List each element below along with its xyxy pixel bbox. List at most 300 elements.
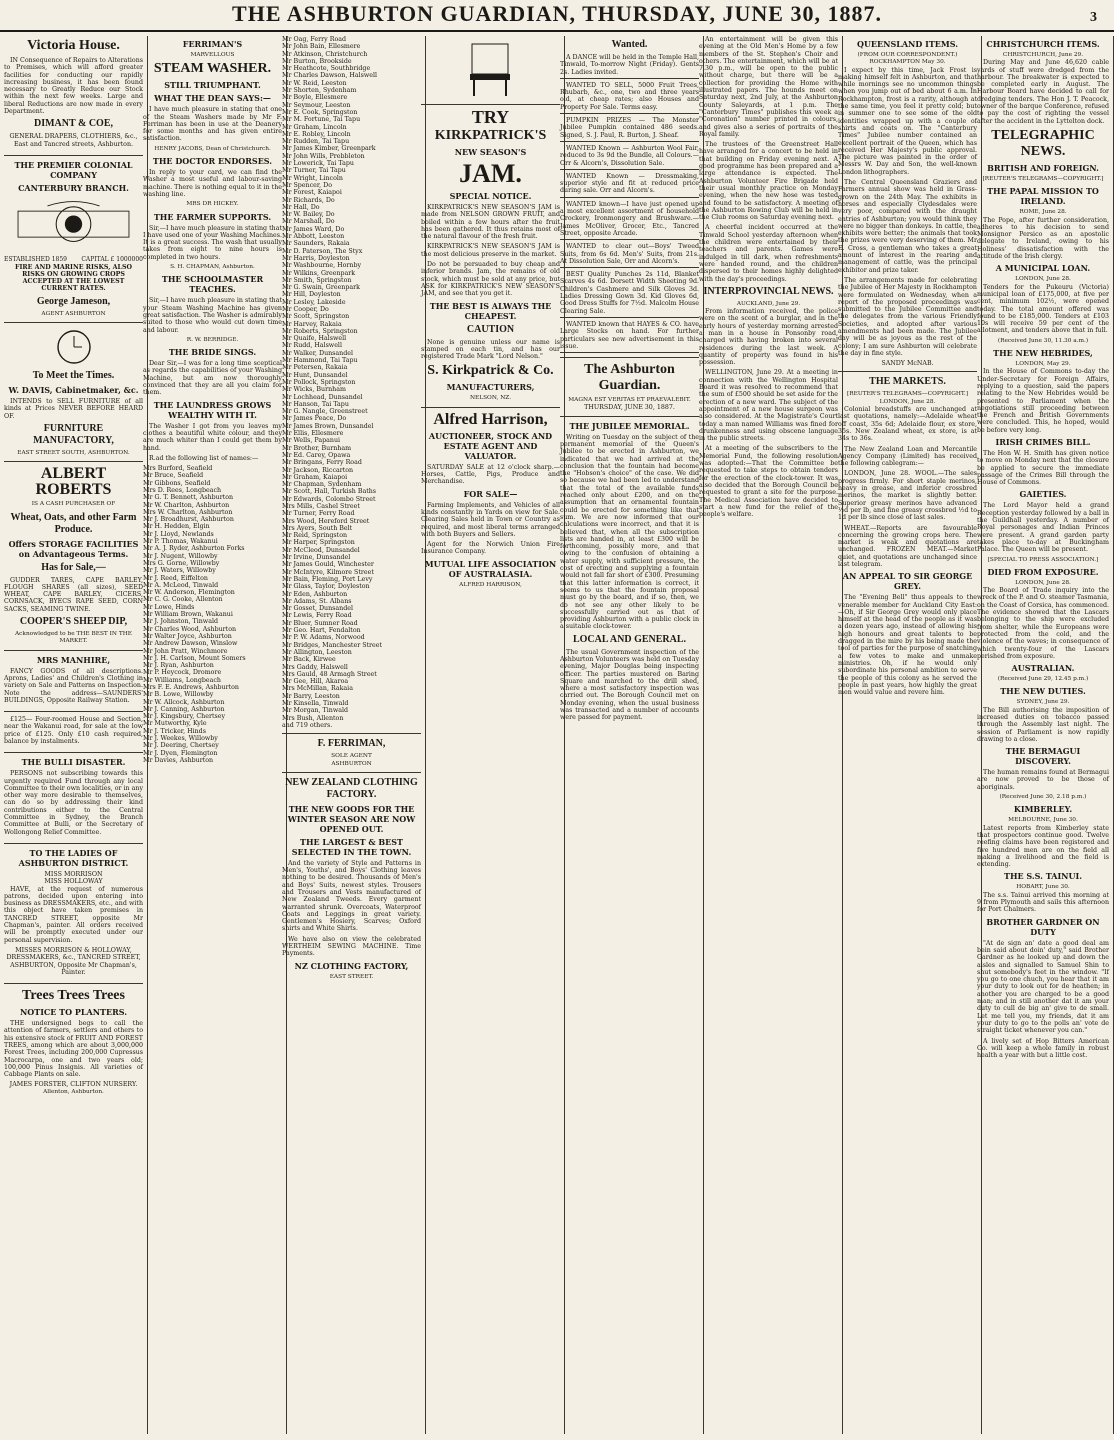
loan-heading: A MUNICIPAL LOAN.: [995, 263, 1091, 274]
interprovincial-text: From information received, the police were on the scent of a burglar, and in the early hours of yesterday morning arrested a man in a house in Ponsonby road, charged with having broken into several residences during the last week. A quantity of property was found in his possession.: [699, 308, 838, 367]
albert-sub: IS A CASH PURCHASER OF: [31, 501, 116, 508]
furniture-manufactory: FURNITURE MANUFACTORY,: [33, 422, 114, 446]
divider: [838, 371, 977, 372]
saturday-sale: SATURDAY SALE at 12 o'clock sharp.—Horses, Cattle, Pigs, Produce and Merchandise.: [421, 463, 560, 486]
manhire-text: FANCY GOODS of all descriptions. Aprons, Ladies' and Children's Clothing in variety on Sale and Patterns on Inspection. Note the address—SAUNDERS' BUILDINGS, Opposite Railway Station.: [4, 667, 143, 704]
list-item: Mr Pollock, Springston: [282, 378, 356, 386]
list-item: Mr Brother, Burnham: [282, 444, 352, 452]
tainui-heading: THE S.S. TAINUI.: [1003, 871, 1082, 882]
local-general-heading: LOCAL AND GENERAL.: [572, 633, 687, 645]
christchurch-place: CHRISTCHURCH, June 29.: [1002, 52, 1084, 58]
caution-heading: CAUTION: [466, 323, 515, 335]
special-notice: SPECIAL NOTICE.: [449, 191, 532, 201]
masthead: [0, 0, 1114, 32]
list-item: Mr James Peace, Do: [282, 415, 347, 423]
list-item: Mr Scott, Springston: [282, 313, 350, 321]
list-intro: R.ad the following list of names:—: [149, 454, 259, 462]
list-item: Mr J. Lloyd, Newlands: [143, 530, 214, 538]
dimant-heading: DIMANT & COE,: [34, 118, 113, 130]
appeal-text: The "Evening Bell" thus appeals to the venerable member for Auckland City East:—Oh, if Sir George Grey would only place himself at the head of the people as it was a dozen years ago, instead of allowing his high honours and great talents to be dragged in the mire by his being made the tool of parties for the purpose of snatching a few votes to make and unmake ministries. Oh, if he would only subordinate his personal ambition to serve the people of this colony as he served the people in past years, how highly the great men would value and revere him.: [838, 594, 977, 697]
list-item: Mr Turner, Tai Tapu: [282, 167, 346, 175]
list-item: Mr Shorten, Sydenham: [282, 87, 357, 95]
wanted-heading: Wanted.: [611, 39, 648, 50]
list-item: Mr Quaife, Halswell: [282, 335, 347, 343]
list-item: Mr J. Weekes, Willowby: [143, 735, 218, 743]
british-foreign: BRITISH AND FOREIGN.: [987, 162, 1099, 173]
special-text-2: KIRKPATRICK'S NEW SEASON'S JAM is the most delicious preserve in the market.: [421, 243, 560, 258]
divider: [282, 772, 421, 773]
house-offer: £125— Four-roomed House and Section, near the Wakanui road, for sale at the low price of £125. Only £10 cash required, balance by instalments.: [4, 716, 143, 745]
wanted-item: WANTED Known — Dressmaking, superior style and fit at reduced price during sale. Orr and Alcorn's.: [560, 173, 699, 198]
list-item: Mr H. Hedden, Elgin: [143, 523, 210, 531]
list-item: Mr W. Allcock, Ashburton: [143, 698, 225, 706]
davis-text: INTENDS to SELL FURNITURE of all kinds at Prices NEVER BEFORE HEARD OF.: [4, 398, 143, 420]
list-item: Mr William Brown, Wakanui: [143, 611, 233, 619]
tainui-text: The s.s. Tainui arrived this morning at 9 from Plymouth and sails this afternoon for Port Chalmers.: [977, 891, 1109, 914]
list-item: Mr Smith, Springston: [282, 276, 352, 284]
list-item: Mr James Gould, Winchester: [282, 561, 374, 569]
list-item: Mrs F. E. Andrews, Ashburton: [143, 684, 239, 691]
best-cheapest: THE BEST IS ALWAYS THE CHEAPEST.: [429, 300, 552, 321]
markets-text: Colonial breadstuffs are unchanged at last quotations, namely:—Adelaide wheat off coast, 35s 6d; Adelaide flour, ex store, 35s. New Zealand wheat, ex store, is at 34s to 36s.: [838, 406, 977, 443]
dean-signature: HENRY JACOBS, Dean of Christchurch.: [154, 145, 271, 152]
list-item: Mr Richards, Do: [282, 196, 335, 204]
jubilee-text: Writing on Tuesday on the subject of the permanent memorial of the Queen's Jubilee to be erected in Ashburton, we indicated that we had arrived at the conclusion that the fountain had become the "Hobson's choice" of the case. We did so because we had been led to understand that the total of the available funds reached only about £200, and on the assumption that an ornamental fountain could be erected for something like that sum. We are now informed that our calculations were incorrect, and that it is believed that, when all the subscription lists are handed in, at least £300 will be forthcoming, possibly more, and that owing to the confusion of obtaining a water supply, with sufficient pressure, the cost of erecting and supplying a fountain would not fall far short of £300. Presuming that this latter information is correct, it seems to us that the fountain proposal must go by the board, and if so, then, we do not see any other likely to be successfully carried out as that of providing Ashburton with a public clock in a suitable clock-tower.: [560, 433, 699, 631]
list-item: Mr Rudden, Tai Tapu: [282, 138, 350, 146]
manhire-ad: [4, 655, 143, 712]
local-text-3: A cheerful incident occurred at the Tinwald School yesterday afternoon when the children were entertained by their teachers and parents. Games were indulged in till dark, when refreshments were handed round, and the children dispersed to their homes highly delighted with the day's proceedings.: [699, 224, 838, 283]
ferriman-heading: FERRIMAN'S: [182, 39, 243, 49]
loan-place: LONDON, June 28.: [1015, 276, 1071, 283]
meet-the-times: To Meet the Times.: [32, 370, 115, 382]
duties-text: The Bill authorising the imposition of increased duties on tobacco passed through the Assembly last night. The session of Parliament is now rapidly drawing to a close.: [977, 706, 1109, 743]
brother-gardner-text-2: A lively set of Hop Bitters American Co. will keep a whole family in robust health a year with but a little cost.: [977, 1037, 1109, 1060]
wanted-item: PUMPKIN PRIZES — The Monster Jubilee Pumpkin contained 486 seeds. Signed, S. J. Paul, R. Burton, J. Sheaf.: [560, 117, 699, 142]
queensland-heading: QUEENSLAND ITEMS.: [856, 39, 959, 49]
list-item: Mr W. Anderson, Flemington: [143, 589, 235, 597]
received-2: (Received June 29, 12.45 p.m.): [997, 676, 1089, 683]
list-item: Mr Scott, Hall, Turkish Baths: [282, 488, 377, 496]
list-item: Mrs G. Gorne, Willowby: [143, 559, 220, 567]
papal-place: ROME, June 28.: [1019, 209, 1067, 216]
insurance-ad: [4, 160, 143, 323]
list-item: Mr Roberts, Springston: [282, 327, 358, 335]
albert-roberts: ALBERT ROBERTS: [35, 465, 112, 499]
customer-list-continued: [282, 36, 421, 729]
list-item: Mr James Ward, Do: [282, 225, 345, 233]
list-item: Mr Graham, Lincoln: [282, 123, 347, 131]
doctor-endorses: THE DOCTOR ENDORSES.: [152, 156, 273, 167]
list-item: Mr J. Tricker, Hinds: [143, 727, 206, 735]
doctor-signature: MRS DR HICKEY.: [186, 201, 239, 208]
guardian-masthead: The Ashburton Guardian.: [584, 362, 675, 394]
list-item: Mr E. Robley, Lincoln: [282, 130, 351, 138]
list-item: Mr G. Nangle, Greenstreet: [282, 408, 368, 416]
list-item: Mr Adams, St. Albans: [282, 597, 352, 605]
crimes-text: The Hon W. H. Smith has given notice to move on Monday next that the closure be applied to secure the immediate passage of the Crimes Bill through the House of Commons.: [977, 449, 1109, 487]
column-1: [0, 36, 148, 1434]
column-8: [973, 36, 1114, 1434]
divider: [421, 407, 560, 408]
list-item: Mr J. Broadhurst, Ashburton: [143, 516, 234, 524]
gaieties-text: The Lord Mayor held a grand Reception yesterday followed by a ball in the Guildhall yesterday. A number of Royal personages and Indian Princes were present. A grand garden party takes place to-day at Buckingham Palace. The Queen will be present.: [977, 502, 1109, 554]
list-item: Mr J. Ryan, Ashburton: [143, 662, 214, 670]
column-4: [417, 36, 565, 1434]
cooper-sub: Acknowledged to be THE BEST IN THE MARKET.: [15, 631, 132, 645]
list-item: Mr Gibbons, Seafield: [143, 479, 211, 487]
list-item: Mr P. Thomas, Wakanui: [143, 538, 218, 546]
victoria-house-text: IN Consequence of Repairs to Alterations to Premises, which will afford greater facilities for conducting our rapidly increasing business, it has been found necessary to Greatly Reduce our Stock within the next few weeks. Large and liberal Reductions are now made in every Department.: [4, 57, 143, 116]
what-dean-says: WHAT THE DEAN SAYS:—: [154, 93, 271, 104]
list-item: Mr Lewis, Ferry Road: [282, 612, 352, 620]
wheat-oats: Wheat, Oats, and other Farm Produce.: [10, 511, 137, 535]
papal-text: The Pope, after further consideration, adheres to his decision to send Monsignor Persico as an apostolic delegate to Ireland, owing to his Holiness' dissatisfaction with the attitude of the Irish clergy.: [977, 216, 1109, 261]
list-item: Mr Hanson, Tai Tapu: [282, 400, 349, 408]
tainui-place: HOBART, June 30.: [1016, 884, 1070, 891]
list-item: Mr J. Waters, Willowby: [143, 567, 216, 575]
list-item: Mr Back, Kirwee: [282, 656, 336, 664]
list-item: Mrs D. Rees, Longbeach: [143, 486, 222, 494]
dimant-sub: GENERAL DRAPERS, CLOTHIERS, &c., East and Tancred streets, Ashburton.: [9, 133, 138, 148]
list-item: Mr Hall, Do: [282, 203, 320, 211]
received-1: (Received June 30, 11.30 a.m.): [997, 337, 1089, 344]
column-3: [278, 36, 426, 1434]
cooper-sheep-dip: COOPER'S SHEEP DIP,: [19, 616, 128, 628]
guardian-motto: MAGNA EST VERITAS ET PRAEVALEBIT.: [568, 397, 691, 404]
albert-roberts-ad: [4, 466, 143, 650]
bulli-text: PERSONS not subscribing towards this urgently required Fund through any local Committee to their own localities, or in any other way more desirable to themselves, can do so by addressing their kind contributions either to the Central Committee in Sydney, the Branch Committee at Bulli, or the Secretary of Wollongong Relief Committee.: [4, 770, 143, 836]
list-item: Mr J. Deering, Chertsey: [143, 742, 219, 750]
list-item: Mr Lowe, Hinds: [143, 603, 195, 611]
local-text-1: An entertainment will be given this evening at the Old Men's Home by a few members of the St. Stephen's Choir and others. The entertainment, which will be at 7.30 p.m., will be open to the public without charge, but there will be a collection for providing the Home with illustrated papers. The hounds meet on Saturday next, 2nd July, at the Ashburton County Saleyards, at 1 p.m. The "Canterbury Times" publishes this week a "Coronation" number printed in colours, and gives also a series of portraits of the Royal family.: [699, 36, 838, 138]
dean-text: I have much pleasure in stating that one of the Steam Washers made by Mr F. Ferriman has been in use at the Deanery for some months and has given entire satisfaction.: [143, 106, 282, 143]
manufacturers-label: MANUFACTURERS,: [446, 382, 535, 393]
list-item: Mr Lowerick, Tai Tapu: [282, 160, 354, 168]
list-item: Mrs Burford, Seafield: [143, 465, 213, 473]
list-item: Mr Walter Joyce, Ashburton: [143, 632, 232, 640]
chair-icon: [462, 40, 520, 100]
mm-address: MISSES MORRISON & HOLLOWAY, DRESSMAKERS, &c., TANCRED STREET, ASHBURTON, Opposite Mr Chapman's, Painter.: [6, 946, 141, 976]
storage-offer: Offers STORAGE FACILITIES on Advantageous Terms.: [8, 538, 139, 559]
list-item: Mr Petersen, Rakaia: [282, 364, 348, 372]
list-item: Mr Eden, Ashburton: [282, 590, 348, 598]
trees-heading: Trees Trees Trees: [22, 988, 125, 1004]
wanted-list: [560, 54, 699, 353]
page-number: 3: [1090, 10, 1098, 25]
hebrides-heading: THE NEW HEBRIDES,: [993, 348, 1093, 359]
still-triumphant: STILL TRIUMPHANT.: [164, 80, 261, 91]
markets-heading: THE MARKETS.: [869, 376, 946, 388]
list-item: Mr Graham, Kaiapoi: [282, 473, 348, 481]
furniture-sub: EAST STREET SOUTH, ASHBURTON.: [17, 449, 130, 456]
insurance-crest-icon: [4, 199, 143, 251]
queensland-sub: (FROM OUR CORRESPONDENT.): [857, 52, 958, 58]
list-item: Mr Chapman, Sydenham: [282, 481, 362, 489]
winter-goods: THE NEW GOODS FOR THE WINTER SEASON ARE NOW OPENED OUT.: [287, 803, 416, 834]
nelson-label: NELSON, NZ.: [469, 395, 512, 402]
queensland-text: I expect by this time, Jack Frost is making himself felt in Ashburton, and that while mornings see no uncommon things when you jump out of bed about 6 a.m. In Rockhampton, frost is a rarity, although at the same time, you feel it pretty cold; but in summer one to see some of the old identities wrapped up with a couple of shirts and coats on. The "Canterbury Times" Jubilee number contained an excellent portrait of the Queen, which has received Her Majesty's public approval. The picture was painted in the order of Messrs W. Day and Son, the well-known London lithographers.: [838, 66, 977, 176]
list-item: Mr Charles Dawson, Halswell: [282, 72, 377, 80]
list-item: Mr McCleod, Dunsandel: [282, 546, 360, 554]
column-6: [695, 36, 843, 1434]
customer-list: [143, 465, 282, 764]
list-item: Mr Hill, Doyleston: [282, 291, 341, 299]
list-item: Mr J. H. Carlson, Mount Somers: [143, 654, 246, 662]
list-item: Mr W. Charlton, Ashburton: [143, 501, 230, 509]
list-item: Mr B. Lowe, Willowby: [143, 691, 214, 699]
list-item: Mr Walker, Dunsandel: [282, 349, 353, 357]
farmer-supports: THE FARMER SUPPORTS.: [153, 211, 272, 222]
duties-place: SYDNEY, June 29.: [1016, 699, 1070, 706]
kirkpatrick-company: S. Kirkpatrick & Co.: [427, 363, 554, 379]
list-item: Mr Reid, Springston: [282, 532, 348, 540]
list-item: Mr Atkinson, Christchurch: [282, 50, 368, 58]
list-item: Mr John Pratt, Winchmore: [143, 647, 228, 655]
trees-ad: [4, 988, 143, 1096]
canterbury-branch: CANTERBURY BRANCH.: [18, 182, 129, 193]
nz-clothing-factory: NZ CLOTHING FACTORY,: [294, 960, 409, 971]
christchurch-text: During May and June 46,620 cable yards of stuff were dredged from the harbour. The breakwater is expected to be completed early in August. The Harbour Board have decided to call for dredging tenders. The Hon J. T. Peacock, owner of the barque Conference, refused to pay the cost of righting the vessel after the accident in the Lyttelton dock.: [977, 59, 1109, 125]
sewing-machine-text: We have also on view the celebrated WERTHEIM SEWING MACHINE. Time Payments.: [282, 935, 421, 958]
kimberley-text: Latest reports from Kimberley state that prospectors continue good. Twelve reefing claims have been registered and five hundred men are on the field all making a livelihood and the field is extending.: [977, 824, 1109, 869]
divider: [560, 416, 699, 417]
list-item: Mr Charles Wood, Ashburton: [143, 625, 237, 633]
list-item: Mr E. Cook, Springston: [282, 108, 358, 116]
list-item: Mr Andrew Dawson, Winslow: [143, 640, 238, 648]
loan-text: Tenders for the Pukeuru (Victoria) municipal loan of £175,000, at five per cent, minimum 102½, were opened today. The total amount offered was found to be £185,000. Tenders at £103 10s will receive 59 per cent of the allotment, and tenders above that in full.: [977, 283, 1109, 335]
list-item: Mr C. G. Cooke, Allenton: [143, 596, 223, 604]
list-item: Mrs Wood, Hereford Street: [282, 517, 370, 525]
list-item: Mr Forest, Kaiapoi: [282, 189, 342, 197]
queensland-place: ROCKHAMPTON May 30.: [869, 59, 946, 66]
marvellous-label: MARVELLOUS: [190, 52, 235, 58]
list-item: Mr M. Fortune, Tai Tapu: [282, 116, 361, 124]
queensland-signature: SANDY McNAB.: [881, 360, 934, 368]
markets-place: LONDON, June 28.: [879, 398, 936, 405]
list-item: Mr Ed. Carey, Opawa: [282, 451, 351, 459]
list-item: Mr Gee, Hill, Akaroa: [282, 678, 349, 686]
australian-heading: AUSTRALIAN.: [1011, 663, 1075, 674]
list-item: Mr Ellis, Ellesmere: [282, 430, 344, 438]
has-for-sale: Has for Sale,—: [41, 561, 106, 573]
largest-best: THE LARGEST & BEST SELECTED IN THE TOWN.: [291, 836, 412, 857]
kimberley-heading: KIMBERLEY.: [1013, 804, 1073, 815]
try-heading: TRY: [471, 107, 510, 127]
ferriman-town: ASHBURTON: [331, 760, 372, 767]
harrison-heading: Alfred Harrison,: [433, 410, 548, 428]
list-item: Mr Burton, Brookside: [282, 57, 352, 65]
list-item: Mr Bruce, Seafield: [143, 472, 204, 480]
bermagui-heading: THE BERMAGUI DISCOVERY.: [1005, 746, 1081, 767]
papal-heading: THE PAPAL MISSION TO IRELAND.: [987, 186, 1099, 207]
list-item: Mr Rudd, Halswell: [282, 342, 342, 350]
list-item: Mr W. Reid, Leeston: [282, 79, 347, 87]
list-item: Mr D. Paterson, The Styx: [282, 247, 363, 255]
list-item: Mr Harvey, Rakaia: [282, 320, 342, 328]
hebrides-place: LONDON, May 29.: [1015, 361, 1071, 368]
list-item: Mr A. McLeod, Tinwald: [143, 581, 219, 589]
list-item: Mr Boyle, Ellesmere: [282, 94, 348, 102]
bermagui-text: The human remains found at Bermagui are now proved to be those of aboriginals.: [977, 769, 1109, 791]
list-item: Mr John Bain, Ellesmere: [282, 43, 361, 51]
list-item: Mr Jackson, Riccarton: [282, 466, 354, 474]
list-item: Mr W. Bailey, Do: [282, 211, 335, 219]
interprovincial-text-2: WELLINGTON, June 29. At a meeting in connection with the Wellington Hospital Board it was resolved to recommend that the sum of £500 should be set aside for the erection of a new ward. The subject of the appointment of a new house surgeon was also considered. At the Magistrate's Court today a man named Williams was fined for drunkenness and using obscene language in the public streets.: [699, 369, 838, 443]
harrison-sub: AUCTIONEER, STOCK AND ESTATE AGENT AND VALUATOR.: [428, 430, 553, 461]
mutual-life: MUTUAL LIFE ASSOCIATION OF AUSTRALASIA.: [424, 558, 557, 579]
wanted-item: WANTED TO SELL, 5000 Fruit Trees, Rhubarb, &c., one, two and three years old, at cheap rates; also Houses and Property For Sale. Terms easy.: [560, 82, 699, 114]
telegraphic-heading: TELEGRAPHIC NEWS.: [991, 127, 1095, 159]
hebrides-text: In the House of Commons to-day the Under-Secretary for Foreign Affairs, replying to a question, said the papers relating to the New Hebrides would be presented to Parliament when the negotiations still proceeding between the French and British Governments were concluded. This, he hoped, would be before very long.: [977, 368, 1109, 434]
list-item: Mr Morgan, Tinwald: [282, 707, 349, 715]
markets-sub: [REUTER'S TELEGRAMS—COPYRIGHT.]: [846, 391, 969, 398]
list-item: Mr Lochhead, Dunsandel: [282, 393, 363, 401]
list-item: Mr Saunders, Rakaia: [282, 240, 350, 248]
list-item: Mr Barry, Leeston: [282, 692, 340, 700]
list-item: Mr Bringans, Ferry Road: [282, 459, 362, 467]
list-item: Mr John Wills, Prebbleton: [282, 152, 365, 160]
markets-text-4: WHEAT.—Reports are favourable concerning the growing crops here. The market is weak and quotations are unchanged. FROZEN MEAT.—Market quiet, and quotations are unchanged since last telegram.: [838, 524, 977, 568]
list-item: Mr Wilkins, Greenpark: [282, 269, 356, 277]
column-7: [834, 36, 982, 1434]
brother-gardner-text: "At de sign an' date a good deal am bein said about doin' duty," said Brother Gardner as he looked up and down the aisles and signalled to Samuel Shin to shut somebody's feet in the window. "If you go to one chuch, you hear that it am your duty to look out for de heathen; in another you are charged to be a good man; and in still another dat it am your duty to cull de big an' give to de small. Let me tell you, my friends, dat it am your duty to go to the polls an' vote de straight ticket whenever you can.": [977, 939, 1109, 1035]
wanted-item: WANTED known—I have just opened up a most excellent assortment of household Crockery, Ironmongery and Brushware.—James McOliver, Grocer, Etc., Tancred Street, opposite Arcade.: [560, 201, 699, 240]
markets-text-3: LONDON, June 28. WOOL.—The sales progress firmly. For short staple merinos, heavy in grease, and inferior crossbred merinos, the market is slightly better. Superior greasy merinos have advanced ½d per lb, and fine greasy crossbred ½d to 1d per lb since close of last sales.: [838, 470, 977, 522]
list-item: Mrs McMillan, Rakaia: [282, 685, 353, 693]
brother-gardner-heading: BROTHER GARDNER ON DUTY: [986, 916, 1100, 937]
list-item: Mrs W. Charlton, Ashburton: [143, 508, 233, 516]
davis-heading: W. DAVIS, Cabinetmaker, &c.: [8, 385, 139, 396]
list-item: Mr A. J. Ryder, Ashburton Forks: [143, 545, 245, 553]
schoolmaster-text: Sir,—I have much pleasure in stating that your Steam Washing Machine has given great satisfaction. The Washer is admirably suited to those who would cut down time and labour.: [143, 297, 282, 334]
new-season-heading: NEW SEASON'S: [454, 147, 527, 157]
premier-company: THE PREMIER COLONIAL COMPANY: [14, 159, 133, 180]
seed-text: GUDDER TARES, CAPE BARLEY, FLOUGH SHARES (all sizes), SEED WHEAT, CAPE BARLEY, CICERS, CORNSACK, BYECS RAPE SEED, CORN SACKS, SEAMING TWINE.: [4, 576, 143, 613]
jubilee-heading: THE JUBILEE MEMORIAL.: [569, 420, 690, 431]
appeal-heading: AN APPEAL TO SIR GEORGE GREY.: [842, 571, 973, 592]
list-item: Mrs Bush, Allenton: [282, 714, 344, 722]
sole-agent: SOLE AGENT: [331, 753, 372, 760]
caution-text: None is genuine unless our name is stamped on each tin, and has our registered Trade Mark "Lord Nelson.": [421, 338, 560, 361]
list-item: Mr J. Kingsbury, Chertsey: [143, 713, 226, 721]
divider: [421, 104, 560, 105]
list-item: Mr Lesley, Lakeside: [282, 298, 346, 306]
clothing-text: And the variety of Style and Patterns in Men's, Youths', and Boys' Clothing leaves nothing to be desired. Thousands of Men's and Boys' Suits, newest styles. Trousers and Trousers and Vests manufactured of New Zealand Tweeds. Every garment warranted shrunk. Overcoats, Waterproof Coats and Leggings in great variety. Gentlemen's Hosiery, Scarves; Oxford shirts and White Shirts.: [282, 859, 421, 933]
divider: [560, 357, 699, 358]
kimberley-place: MELBOURNE, June 30.: [1008, 817, 1078, 824]
holloway-name: MISS HOLLOWAY: [44, 878, 103, 886]
dressmakers-ad: [4, 848, 143, 984]
list-item: Mr G. Swain, Greenpark: [282, 284, 360, 292]
for-sale-heading: FOR SALE—: [463, 488, 518, 499]
list-item: Mr Allington, Leeston: [282, 648, 352, 656]
list-item: Mr P. Heycock, Dromore: [143, 669, 222, 677]
reuter-label: [REUTER'S TELEGRAMS—COPYRIGHT.]: [982, 175, 1104, 182]
davis-ad: [4, 327, 143, 462]
column-5: [556, 36, 704, 1434]
local-general-text: The usual Government inspection of the Ashburton Volunteers was held on Tuesday evening, Major Douglas being inspecting officer. The parties mustered on Baring Square and marched to the drill shed, where a most satisfactory inspection was carried out. The Borough Council met on Monday evening, when the usual business was transacted and a number of accounts were passed for payment.: [560, 648, 699, 722]
exposure-heading: DIED FROM EXPOSURE.: [987, 566, 1099, 577]
schoolmaster-signature: R. W. BERRIDGE.: [186, 336, 239, 343]
farmer-text: Sir,—I have much pleasure in stating that I have used one of your Washing Machines. It is a great success. The wash that usually takes from eight to nine hours is completed in two hours.: [143, 224, 282, 261]
gaieties-heading: GAIETIES.: [1019, 489, 1067, 500]
for-sale-text: Farming Implements, and Vehicles of all kinds constantly in Yards on view for Sale. Clearing Sales held in Town or Country as required, and most liberal terms arranged with both Buyers and Sellers.: [421, 501, 560, 538]
list-item: Mr Wright, Lincoln: [282, 174, 343, 182]
list-item: Mr Cooper, Do: [282, 305, 329, 313]
ferriman-sig: F. FERRIMAN,: [317, 738, 386, 750]
list-item: Mr Edwards, Colombo Street: [282, 495, 376, 503]
list-item: Mr Spencer, Do: [282, 181, 332, 189]
queensland-text-3: The arrangements made for celebrating the Jubilee of Her Majesty in Rockhampton were formulated on Wednesday, when a report of the proposed proceedings was submitted to the Jubilee Committee and the delegates from the various Friendly Societies, and adopted after various amendments had been made. The Jubilee day will be as joyous as the rest of the colony; I am sure Ashburton will celebrate the day in fine style.: [838, 276, 977, 357]
farmer-signature: S. H. CHAPMAN, Ashburton.: [170, 264, 255, 271]
list-item: Mr Harris, Doyleston: [282, 254, 350, 262]
list-item: Mr Oag, Ferry Road: [282, 36, 347, 43]
list-item: Mr Turner, Ferry Road: [282, 510, 355, 518]
house-offer-ad: [4, 716, 143, 753]
list-item: Mr Bain, Fleming, Port Levy: [282, 575, 373, 583]
interprovincial-place: AUCKLAND, June 29.: [736, 300, 801, 307]
list-item: Mr Glass, Taylor, Doyleston: [282, 583, 370, 591]
clock-figure-icon: [54, 327, 94, 367]
list-item: Mr Geo. Hart, Fendalton: [282, 627, 361, 635]
list-item: Mr Williams, Longbeach: [143, 676, 221, 684]
list-item: Mr G. T. Bennett, Ashburton: [143, 494, 234, 502]
wanted-item: WANTED Known — Ashburton Wool Fair, reduced to 3s 9d the Bundle, all Colours.—Orr & Alcorn's, Dissolution Sale.: [560, 145, 699, 170]
list-item: Mr James Kimber, Greenpark: [282, 145, 376, 153]
steam-washer-title: STEAM WASHER.: [153, 61, 272, 77]
guardian-date: THURSDAY, JUNE 30, 1887.: [584, 404, 675, 412]
list-item: Mr Mutworthy, Kyle: [143, 720, 207, 728]
capital-label: CAPITAL £ 1000000: [81, 256, 143, 264]
list-item: Mr Wells, Papanui: [282, 437, 341, 445]
masthead-title: THE ASHBURTON GUARDIAN, THURSDAY, JUNE 30, 1887.: [232, 1, 882, 26]
harrison-signature: ALFRED HARRISON,: [459, 581, 522, 588]
list-item: Mr J. Reed, Eiffelton: [143, 574, 208, 582]
special-label: [SPECIAL TO PRESS ASSOCIATION.]: [987, 556, 1099, 563]
morrison-name: MISS MORRISON: [44, 870, 103, 878]
bride-sings: THE BRIDE SINGS.: [168, 347, 257, 358]
list-item: Mr Bluer, Sumner Road: [282, 619, 358, 627]
george-jameson: George Jameson,: [36, 295, 111, 307]
queensland-text-2: The Central Queensland Graziers and Farmers annual show was held in Grass-grown on the 24th May. The exhibits in horses and especially Clydesdales were very poor, compared with the draught entries of Ashburton; you would think they were no bigger than donkeys. In cattle, the exhibits were better; the animals that took the prizes were very deserving of them. Mr E. Cross, a gentleman who takes a great amount of interest in the rearing and management of cattle, was the principal exhibitor and prize taker.: [838, 179, 977, 274]
clothing-factory-title: NEW ZEALAND CLOTHING FACTORY.: [285, 776, 418, 800]
laundress-text: The Washer I got from you leaves my clothes a beautiful white colour, and they are much whiter than I could get them by hand.: [143, 422, 282, 452]
list-item: Mr Marshall, Do: [282, 218, 335, 226]
list-item: Mr J. Johnston, Tinwald: [143, 618, 218, 626]
list-item: Mrs Ayers, South Belt: [282, 524, 353, 532]
list-item: Mr P. W. Adams, Norwood: [282, 634, 365, 642]
interprovincial-heading: INTERPROVINCIAL NEWS.: [703, 285, 834, 297]
wanted-item: BEST Quality Punches 2s 11d, Blanket Scarves 4s 6d. Dorsett Width Sheeting 9d. Children's Cashmere and Silk Gloves 3d. Ladies Dressing Gown 3d. Kid Gloves 6d, Good Dress Stuffs for 7½d. Malcolm House Clearing Sale.: [560, 271, 699, 318]
list-item: Mr Kinsella, Tinwald: [282, 700, 349, 708]
wanted-item: WANTED known that HAYES & CO. have Large Stocks on hand. For further particulars see new advertisement in this issue.: [560, 321, 699, 353]
bulli-ad: [4, 757, 143, 844]
list-item: Mr Heathcote, Southbridge: [282, 65, 371, 73]
list-item: Mrs Gaddy, Halswell: [282, 663, 348, 671]
list-item: Mr Davies, Ashburton: [143, 756, 214, 764]
list-item: Mr Washbourne, Hornby: [282, 262, 362, 270]
ladies-heading: TO THE LADIES OF ASHBURTON DISTRICT.: [18, 847, 129, 868]
holloway-text: HAVE, at the request of numerous patrons, decided upon entering into business as DRESSMAKERS, etc., and with this object have taken premises in TANCRED STREET, opposite Mr Chapman's, painter. All orders received will be promptly executed under our personal supervision.: [4, 885, 143, 944]
list-item: Mr James Brown, Dunsandel: [282, 422, 374, 430]
received-3: (Received June 30, 2.18 p.m.): [999, 794, 1087, 801]
list-item: Mr Wicks, Burnham: [282, 386, 346, 394]
christchurch-heading: CHRISTCHURCH ITEMS.: [986, 39, 1100, 49]
established-label: ESTABLISHED 1859: [4, 256, 67, 264]
laundress-heading: THE LAUNDRESS GROWS WEALTHY WITH IT.: [153, 399, 272, 420]
wanted-item: A DANCE will be held in the Temple Hall, Tinwald, To-morrow Night (Friday). Gents 2s. Ladies invited.: [560, 54, 699, 79]
schoolmaster-teaches: THE SCHOOLMASTER TEACHES.: [161, 274, 264, 295]
